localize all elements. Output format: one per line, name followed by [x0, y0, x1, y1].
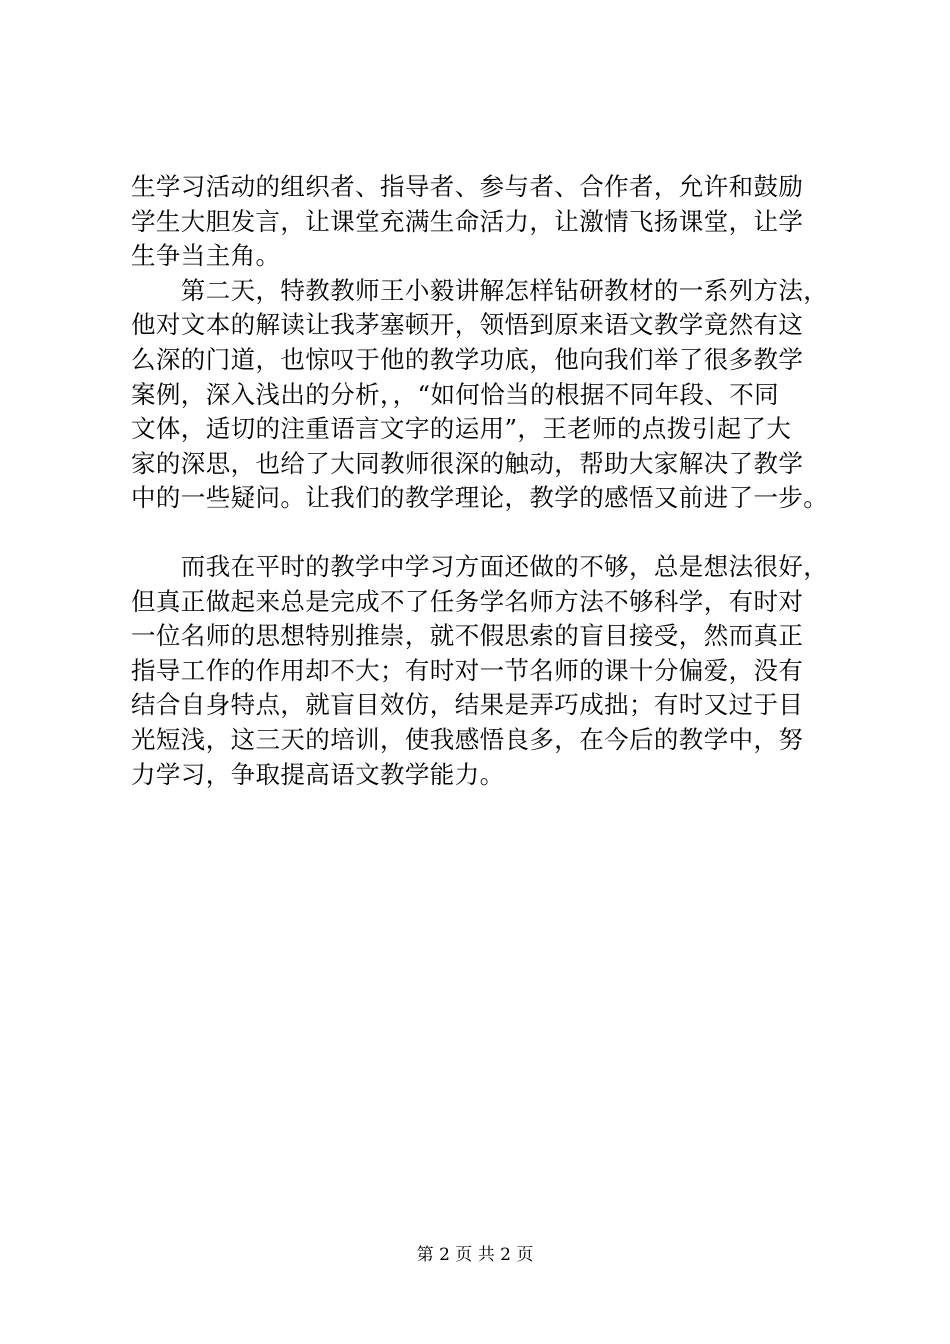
- text-line: 他对文本的解读让我茅塞顿开，领悟到原来语文教学竟然有这: [131, 310, 804, 340]
- text-line: 家的深思，也给了大同教师很深的触动，帮助大家解决了教学: [131, 448, 804, 478]
- page-footer: 第 2 页 共 2 页: [416, 1245, 534, 1265]
- text-line: 而我在平时的教学中学习方面还做的不够，总是想法很好，: [131, 551, 829, 581]
- text-line: 力学习，争取提高语文教学能力。: [131, 759, 505, 789]
- paragraph-3: [131, 550, 831, 792]
- text-line: 第二天，特教教师王小毅讲解怎样钻研教材的一系列方法，: [131, 275, 829, 305]
- text-line: 案例，深入浅出的分析，，“如何恰当的根据不同年段、不同: [131, 379, 780, 409]
- text-line: 一位名师的思想特别推崇，就不假思索的盲目接受，然而真正: [131, 621, 804, 651]
- text-line: 指导工作的作用却不大；有时对一节名师的课十分偏爱，没有: [131, 655, 804, 685]
- text-line: 学生大胆发言，让课堂充满生命活力，让激情飞扬课堂，让学: [131, 206, 804, 236]
- paragraph-1: [131, 170, 831, 274]
- text-line: 文体，适切的注重语言文字的运用”，王老师的点拨引起了大: [131, 414, 792, 444]
- text-line: 光短浅，这三天的培训，使我感悟良多，在今后的教学中，努: [131, 724, 804, 754]
- paragraph-2: [131, 274, 831, 516]
- document-body: [131, 170, 831, 792]
- text-line: 么深的门道，也惊叹于他的教学功底，他向我们举了很多教学: [131, 344, 804, 374]
- text-line: 生学习活动的组织者、指导者、参与者、合作者，允许和鼓励: [131, 172, 804, 201]
- text-line: 结合自身特点，就盲目效仿，结果是弄巧成拙；有时又过于目: [131, 690, 804, 720]
- text-line: 但真正做起来总是完成不了任务学名师方法不够科学，有时对: [131, 586, 804, 616]
- text-line: 中的一些疑问。让我们的教学理论，教学的感悟又前进了一步。: [131, 483, 829, 513]
- text-line: 生争当主角。: [131, 241, 281, 271]
